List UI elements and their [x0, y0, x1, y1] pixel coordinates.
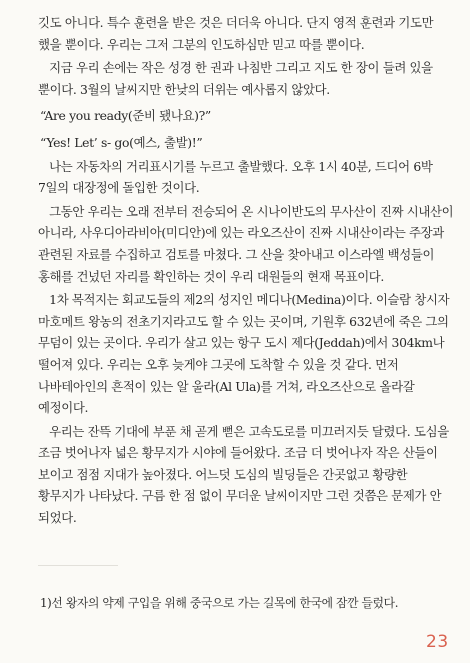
page-number: 23 — [426, 632, 449, 652]
footnote: 1)선 왕자의 약제 구입을 위해 중국으로 가는 길목에 한국에 잠깐 들렀다. — [40, 596, 399, 610]
paragraph-4: 그동안 우리는 오래 전부터 전승되어 온 시나이반도의 무사산이 진짜 시내산이 아니라, 사우디아라비아(미디안)에 있는 라오즈산이 진짜 시내산이라는 주장과 관련된 자료를 수집하고 검토를 마쳤다. 그 산을 찾아내고 이스라엘 백성들이 홍해를 건넜던 자리를 확인하는 것이 우리 대원들의 현재 목표이다. — [38, 203, 454, 284]
paragraph-1: 깃도 아니다. 특수 훈련을 받은 것은 더더욱 아니다. 단지 영적 훈련과 기도만 했을 뿐이다. 우리는 그저 그분의 인도하심만 믿고 따를 뿐이다. — [38, 15, 434, 52]
footnote-divider — [38, 565, 118, 566]
paragraph-3: 나는 자동차의 거리표시기를 누르고 출발했다. 오후 1시 40분, 드디어 6박 7일의 대장정에 돌입한 것이다. — [38, 158, 433, 196]
paragraph-5: 1차 목적지는 회교도들의 제2의 성지인 메디나(Medina)이다. 이슬람 창시자 마호메트 왕농의 전초기지라고도 할 수 있는 곳이며, 기원후 632년에 죽은 그의 무덤이 있는 곳이다. 우리가 살고 있는 항구 도시 제다(Jeddah)에서 304km나 떨어져 있다. 우리는 오후 늦게야 그곳에 도착할 수 있을 것 같다. 먼저 나바테아인의 흔적이 있는 알 울라(Al Ula)를 거쳐, 라오즈산으로 올라갈 예정이다. — [38, 292, 450, 416]
dialogue-line-2: “Yes! Let’ s- go(예스, 출발)!” — [40, 134, 203, 150]
dialogue-line-1: “Are you ready(준비 됐나요)?” — [40, 108, 211, 124]
paragraph-2: 지금 우리 손에는 작은 성경 한 권과 나침반 그리고 지도 한 장이 들려 있을 뿐이다. 3월의 날씨지만 한낮의 더위는 예사롭지 않았다. — [38, 60, 433, 97]
paragraph-6: 우리는 잔뜩 기대에 부푼 채 곧게 뻗은 고속도로를 미끄러지듯 달렸다. 도심을 조금 벗어나자 넓은 황무지가 시야에 들어왔다. 조금 더 벗어나자 작은 산들이 보이고 점점 지대가 높아졌다. 어느덧 도심의 빌딩들은 간곳없고 황량한 황무지가 나타났다. 구름 한 점 없이 무더운 날씨이지만 그런 것쯤은 문제가 안 되었다. — [38, 423, 449, 526]
body-text — [38, 12, 456, 529]
